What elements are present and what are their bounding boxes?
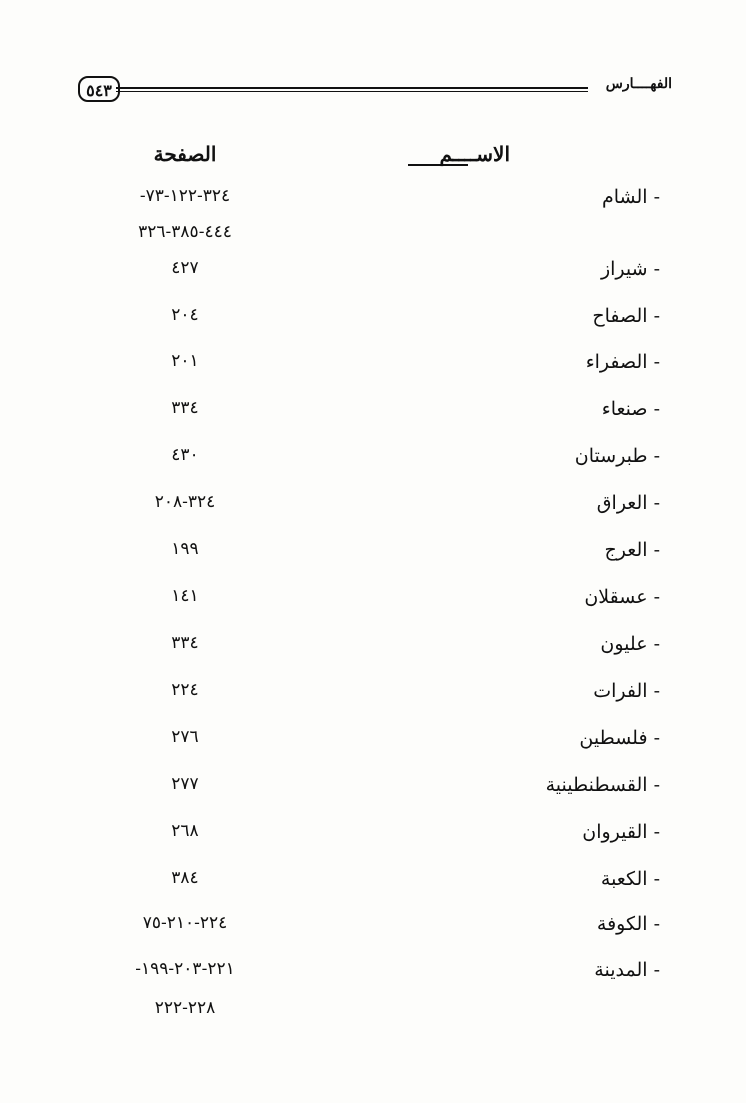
entry-name: - المدينة bbox=[594, 959, 660, 981]
entry-pages: ٢٠١ bbox=[171, 351, 199, 371]
entry-pages: ٣٣٤ bbox=[171, 633, 199, 653]
entry-pages: ٤٣٠ bbox=[171, 445, 199, 465]
entry-pages: ٤٢٧ bbox=[171, 258, 199, 278]
entry-pages: ١٤١ bbox=[171, 586, 199, 606]
entry-pages: ٣٨٤ bbox=[171, 868, 199, 888]
entry-name: - العرج bbox=[604, 539, 660, 561]
entry-name: - شيراز bbox=[600, 258, 660, 280]
index-entry bbox=[0, 727, 746, 757]
index-entry bbox=[0, 868, 746, 898]
entry-name: - الفرات bbox=[593, 680, 660, 702]
entry-pages: ٢٦٨ bbox=[171, 821, 199, 841]
index-entry bbox=[0, 398, 746, 428]
entry-name: - العراق bbox=[596, 492, 660, 514]
entry-name: - الكعبة bbox=[600, 868, 660, 890]
index-entry bbox=[0, 258, 746, 288]
entry-pages: -٢٢١-٢٠٣-١٩٩ bbox=[135, 959, 235, 979]
entry-pages: ٢٧٦ bbox=[171, 727, 199, 747]
header-rule bbox=[116, 87, 588, 92]
entry-name: - القيروان bbox=[582, 821, 660, 843]
index-entry bbox=[0, 186, 746, 216]
index-entry bbox=[0, 492, 746, 522]
index-entry bbox=[0, 633, 746, 663]
index-entry bbox=[0, 351, 746, 381]
entry-name: - الصفراء bbox=[585, 351, 660, 373]
entry-pages: ٣٢٤-٢٠٨ bbox=[154, 492, 216, 512]
name-column-header: الاســــم bbox=[400, 142, 510, 166]
index-entry bbox=[0, 680, 746, 710]
page-number: ٥٤٣ bbox=[78, 76, 120, 102]
entry-pages: ٢٢٤ bbox=[171, 680, 199, 700]
entry-name: - صنعاء bbox=[601, 398, 660, 420]
running-title: الفهــــارس bbox=[605, 76, 672, 92]
page-header bbox=[70, 76, 680, 106]
entry-name: - الكوفة bbox=[596, 913, 660, 935]
entry-pages: ٢٢٤-٢١٠-٧٥ bbox=[142, 913, 228, 933]
entry-name: - عليون bbox=[600, 633, 660, 655]
entry-name: - فلسطين bbox=[579, 727, 660, 749]
index-entry bbox=[0, 305, 746, 335]
entry-name: - عسقلان bbox=[584, 586, 660, 608]
entry-name: - القسطنطينية bbox=[545, 774, 660, 796]
entry-name: - الشام bbox=[601, 186, 660, 208]
entry-pages: ٣٣٤ bbox=[171, 398, 199, 418]
index-entry bbox=[0, 913, 746, 943]
entry-name: - طبرستان bbox=[574, 445, 660, 467]
entry-pages: ٢٠٤ bbox=[171, 305, 199, 325]
index-entry bbox=[0, 821, 746, 851]
entry-name: - الصفاح bbox=[592, 305, 660, 327]
entry-pages: ٢٧٧ bbox=[171, 774, 199, 794]
entry-pages-continued: ٢٢٨-٢٢٢ bbox=[154, 998, 216, 1018]
index-entry bbox=[0, 539, 746, 569]
page-column-header: الصفحة bbox=[153, 142, 217, 166]
index-entry bbox=[0, 586, 746, 616]
index-entry bbox=[0, 445, 746, 475]
entry-pages: ١٩٩ bbox=[171, 539, 199, 559]
entry-pages: -٣٢٤-١٢٢-٧٣ bbox=[139, 186, 231, 206]
index-entry bbox=[0, 774, 746, 804]
entry-pages-continued: ٤٤٤-٣٨٥-٣٢٦ bbox=[138, 222, 232, 242]
index-entry bbox=[0, 959, 746, 989]
